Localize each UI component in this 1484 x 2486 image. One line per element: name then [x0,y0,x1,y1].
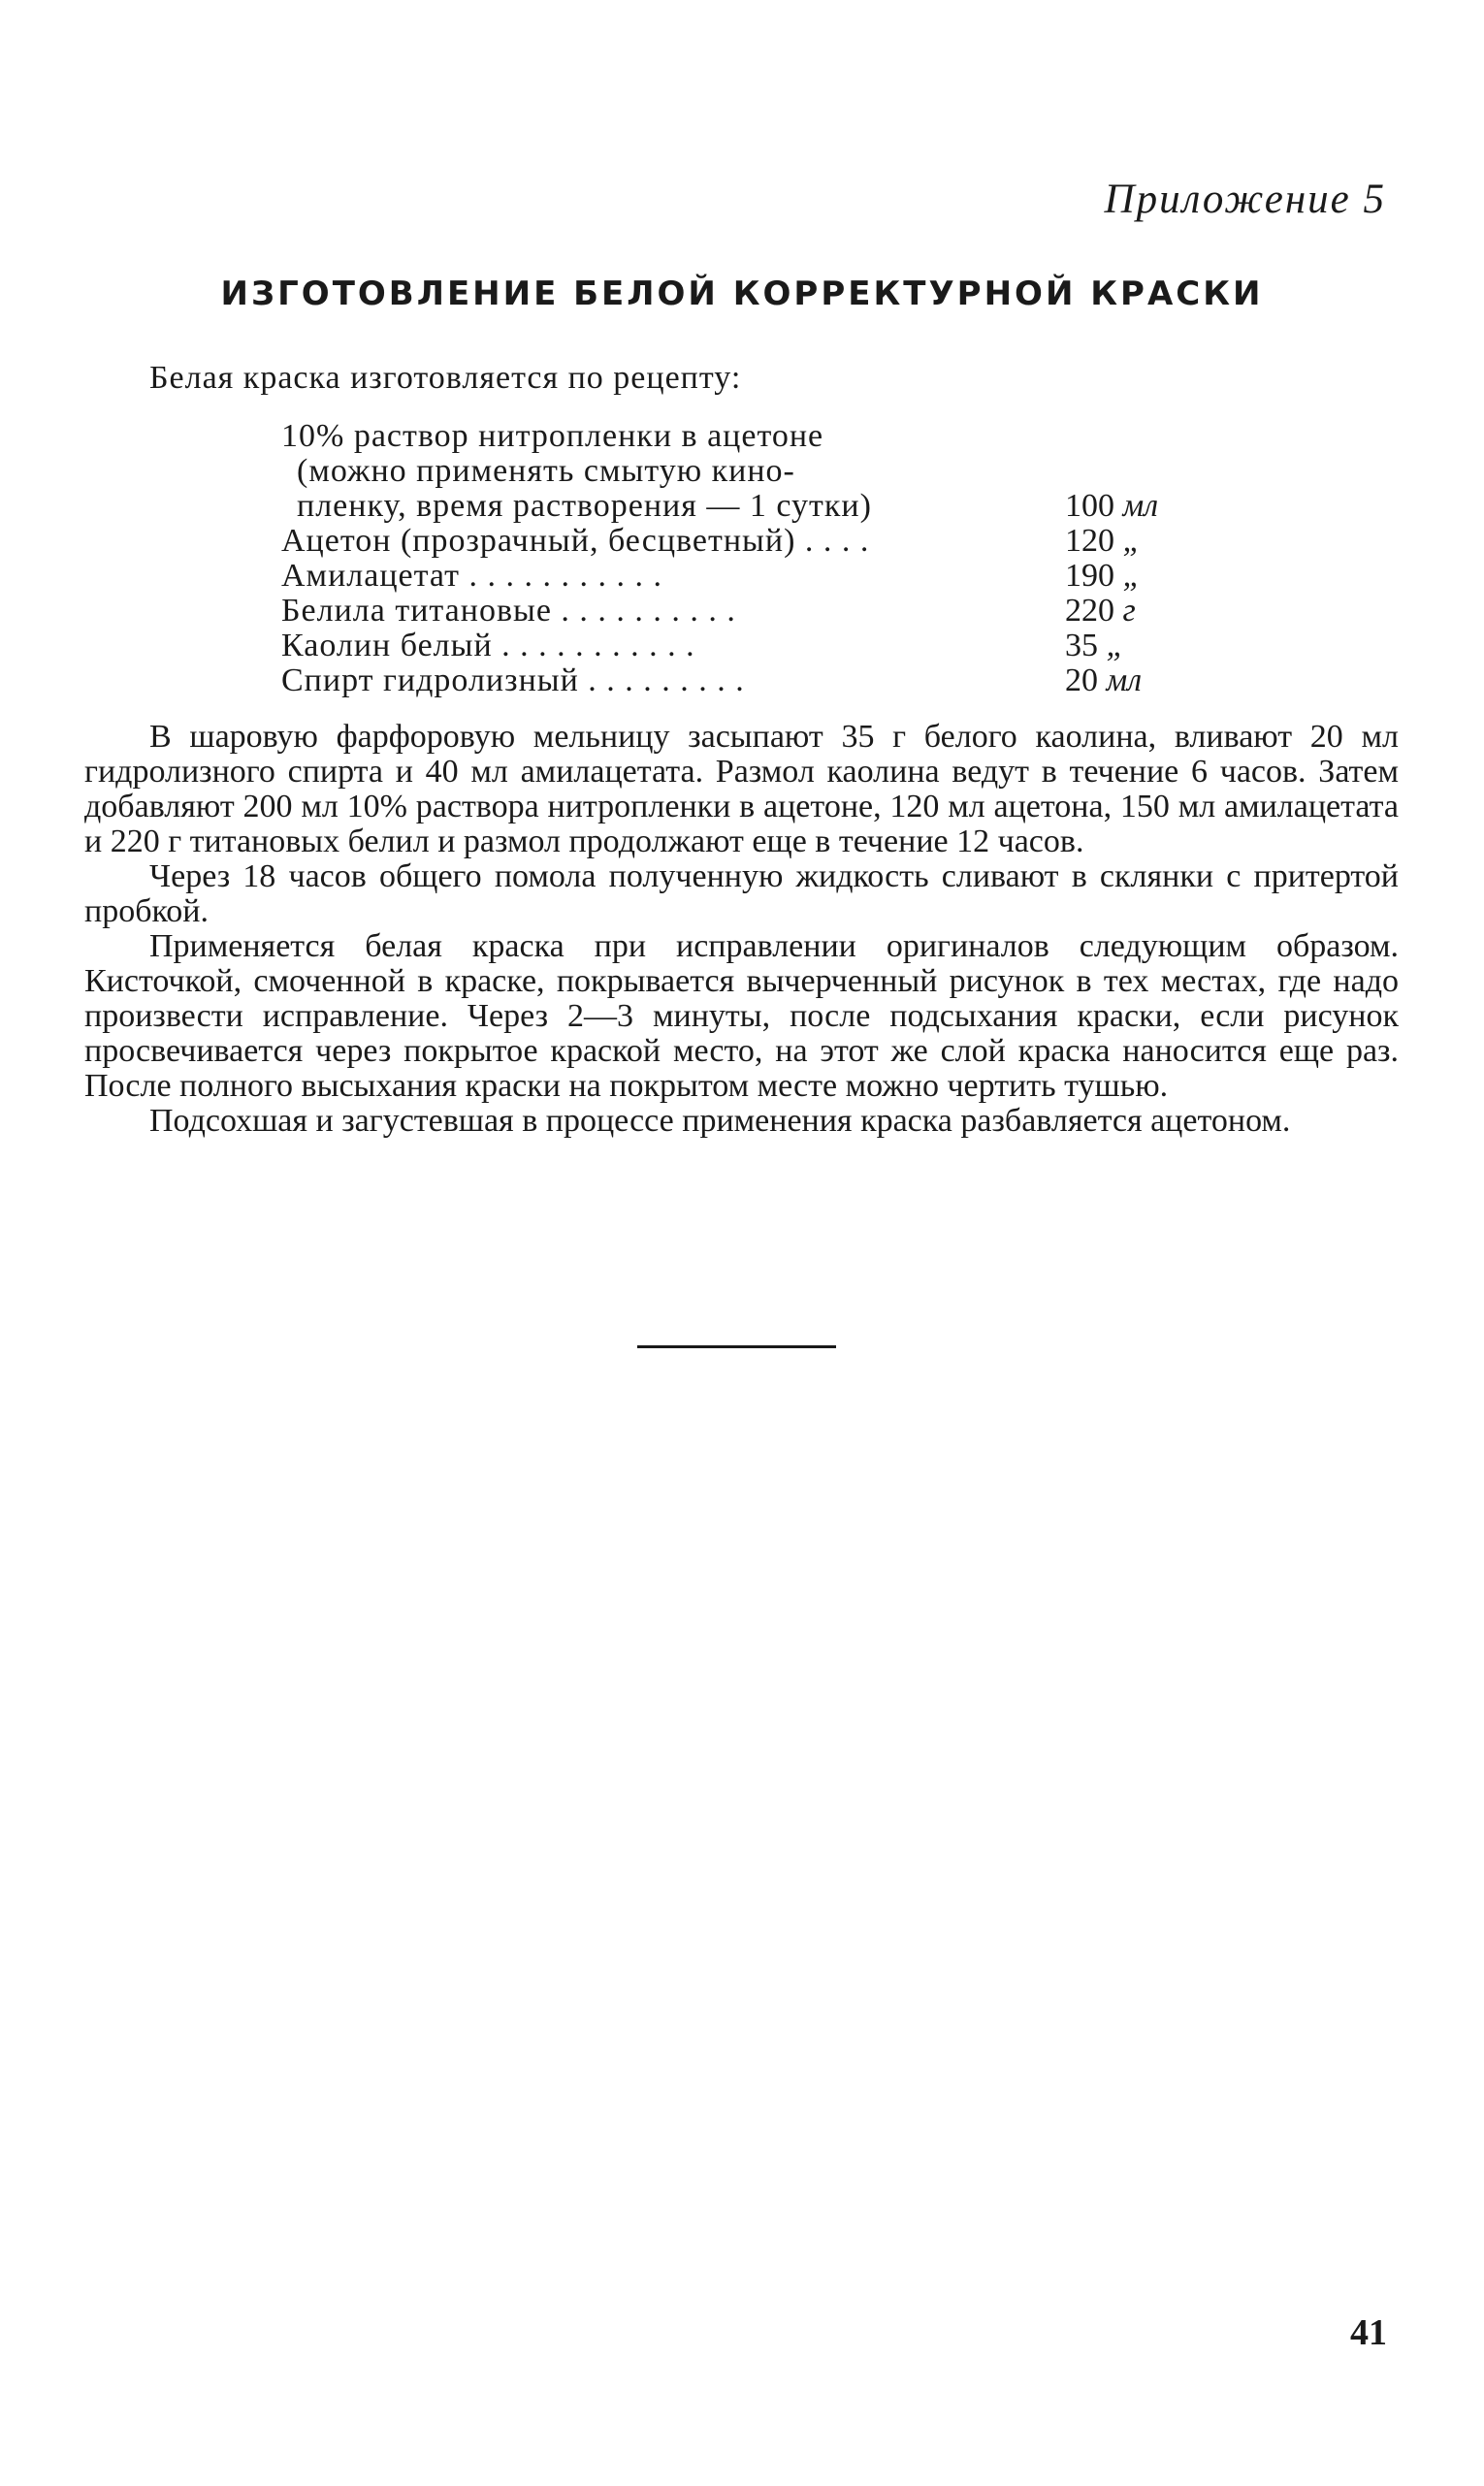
recipe-line [281,419,1203,454]
ingredient-name: пленку, время растворения — 1 сутки) [297,488,872,524]
ingredient-name: Спирт гидролизный . . . . . . . . . [281,662,745,698]
recipe-line [281,524,1203,559]
ingredient-amount: 20 мл [1065,662,1143,698]
ingredient-amount: 120 „ [1065,523,1142,559]
ingredient-name: Ацетон (прозрачный, бесцветный) . . . . [281,523,870,559]
recipe-line [281,594,1203,629]
page-number: 41 [1350,2312,1387,2353]
paragraph: Подсохшая и загустевшая в процессе применения краска разбавляется ацетоном. [149,1103,1291,1139]
appendix-label: Приложение 5 [1104,177,1386,222]
ingredient-amount: 35 „ [1065,628,1125,663]
recipe-table [281,419,1203,698]
recipe-intro: Белая краска изготовляется по рецепту: [149,360,742,396]
ingredient-name: (можно применять смытую кино- [297,453,795,489]
recipe-line [281,454,1203,489]
section-divider [637,1345,836,1348]
recipe-line [281,489,1203,524]
ingredient-name: Белила титановые . . . . . . . . . . [281,593,736,629]
ingredient-name: Амилацетат . . . . . . . . . . . [281,558,662,594]
paragraph: Через 18 часов общего помола полученную жидкость сливают в склянки с притертой пробкой. [84,858,1399,929]
body-text [84,720,1399,1139]
recipe-line [281,663,1203,698]
ingredient-name: 10% раствор нитропленки в ацетоне [281,418,824,454]
recipe-line [281,559,1203,594]
page-title: ИЗГОТОВЛЕНИЕ БЕЛОЙ КОРРЕКТУРНОЙ КРАСКИ [220,274,1264,313]
ingredient-name: Каолин белый . . . . . . . . . . . [281,628,695,663]
ingredient-amount: 220 г [1065,593,1136,629]
ingredient-amount: 100 мл [1065,488,1159,524]
ingredient-amount: 190 „ [1065,558,1142,594]
paragraph: Применяется белая краска при исправлении оригиналов следующим образом. Кисточкой, смоченной в краске, покрывается вычерченный рисунок в тех местах, где надо произвести исправление. Через 2—3 минуты, после подсыхания краски, если рисунок просвечивается через покрытое краской место, на этот же слой краска наносится еще раз. После полного высыхания краски на покрытом месте можно чертить тушью. [84,928,1399,1104]
paragraph: В шаровую фарфоровую мельницу засыпают 35 г белого каолина, вливают 20 мл гидролизного спирта и 40 мл амилацетата. Размол каолина ведут в течение 6 часов. Затем добавляют 200 мл 10% раствора нитропленки в ацетоне, 120 мл ацетона, 150 мл амилацетата и 220 г титановых белил и размол продолжают еще в течение 12 часов. [84,719,1399,859]
recipe-line [281,629,1203,663]
